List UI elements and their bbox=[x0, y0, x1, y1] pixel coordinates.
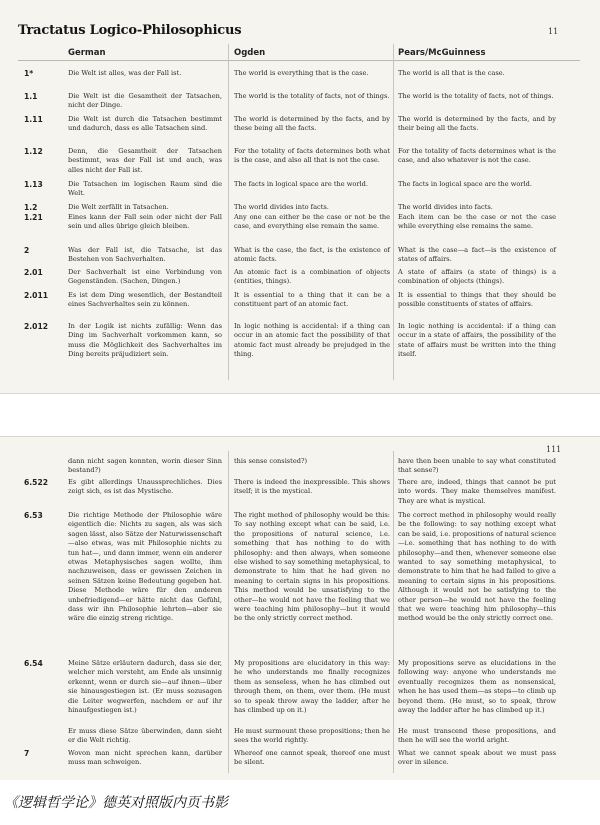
proposition-number: 1.12 bbox=[24, 147, 43, 156]
pears-mcguinness-text: The world is all that is the case. bbox=[398, 69, 505, 77]
german-text: Wovon man nicht sprechen kann, darüber muss man schweigen. bbox=[68, 749, 222, 767]
column-divider bbox=[228, 44, 229, 380]
pears-mcguinness-text: The world is determined by the facts, and by their being all the facts. bbox=[398, 115, 556, 133]
pears-mcguinness-text: He must transcend these propositions, and then he will see the world aright. bbox=[398, 727, 556, 745]
proposition-number: 2.011 bbox=[24, 291, 49, 300]
pears-mcguinness-text: In logic nothing is accidental: if a thing can occur in a state of affairs, the possibility of the state of affairs must be written into the thing itself. bbox=[398, 322, 556, 359]
pears-mcguinness-text: For the totality of facts determines what is the case, and also whatever is not the case. bbox=[398, 147, 556, 165]
german-text: Die Welt zerfällt in Tatsachen. bbox=[68, 203, 169, 211]
german-text: dann nicht sagen konnten, worin dieser Sinn bestand?) bbox=[68, 457, 222, 475]
proposition-number: 1.2 bbox=[24, 203, 38, 212]
proposition-number: 1* bbox=[24, 69, 34, 78]
column-header-pears-mcguinness: Pears/McGuinness bbox=[398, 48, 486, 58]
ogden-text: The world divides into facts. bbox=[234, 203, 329, 211]
column-divider bbox=[393, 451, 394, 773]
german-text: Es gibt allerdings Unaussprechliches. Dies zeigt sich, es ist das Mystische. bbox=[68, 478, 222, 496]
proposition-number: 2 bbox=[24, 246, 30, 255]
pears-mcguinness-text: The world is the totality of facts, not of things. bbox=[398, 92, 554, 100]
german-text: Denn, die Gesamtheit der Tatsachen bestimmt, was der Fall ist und auch, was alles nicht der Fall ist. bbox=[68, 147, 222, 174]
proposition-number: 1.1 bbox=[24, 92, 38, 101]
image-caption: 《逻辑哲学论》德英对照版内页书影 bbox=[4, 795, 228, 811]
pears-mcguinness-text: Each item can be the case or not the case while everything else remains the same. bbox=[398, 213, 556, 231]
proposition-number: 1.21 bbox=[24, 213, 43, 222]
ogden-text: Whereof one cannot speak, thereof one must be silent. bbox=[234, 749, 390, 767]
ogden-text: An atomic fact is a combination of objects (entities, things). bbox=[234, 268, 390, 286]
proposition-number: 6.53 bbox=[24, 511, 43, 520]
column-header-ogden: Ogden bbox=[234, 48, 266, 58]
ogden-text: In logic nothing is accidental: if a thing can occur in an atomic fact the possibility of that atomic fact must already be prejudged in the thing. bbox=[234, 322, 390, 359]
proposition-number: 1.13 bbox=[24, 180, 43, 189]
page-number: 111 bbox=[546, 445, 562, 454]
ogden-text: He must surmount these propositions; then he sees the world rightly. bbox=[234, 727, 390, 745]
ogden-text: The facts in logical space are the world. bbox=[234, 180, 368, 188]
pears-mcguinness-text: A state of affairs (a state of things) is a combination of objects (things). bbox=[398, 268, 556, 286]
proposition-number: 6.522 bbox=[24, 478, 49, 487]
proposition-number: 2.01 bbox=[24, 268, 43, 277]
book-title: Tractatus Logico-Philosophicus bbox=[18, 23, 242, 38]
german-text: Die Welt ist die Gesamtheit der Tatsachen, nicht der Dinge. bbox=[68, 92, 222, 110]
pears-mcguinness-text: The correct method in philosophy would really be the following: to say nothing except what can be said, i.e. propositions of natural science—i.e. something that has nothing to do with philosophy—and then, whenever someone else wanted to say something metaphysical, to demonstrate to him that he had failed to give a meaning to certain signs in his propositions. Although it would not be satisfying to the other person—he would not have the feeling that we were teaching him philosophy—this method would be the only strictly correct one. bbox=[398, 511, 556, 623]
ogden-text: The world is the totality of facts, not of things. bbox=[234, 92, 390, 100]
german-text: Meine Sätze erläutern dadurch, dass sie der, welcher mich versteht, am Ende als unsinnig erkennt, wenn er durch sie—auf ihnen—über sie hinausgestiegen ist. (Er muss sozusagen die Leiter wegwerfen, nachdem er auf ihr hinaufgestiegen ist.) bbox=[68, 659, 222, 715]
pears-mcguinness-text: The world divides into facts. bbox=[398, 203, 493, 211]
ogden-text: The world is determined by the facts, and by these being all the facts. bbox=[234, 115, 390, 133]
proposition-number: 7 bbox=[24, 749, 30, 758]
ogden-text: The world is everything that is the case. bbox=[234, 69, 369, 77]
german-text: Was der Fall ist, die Tatsache, ist das Bestehen von Sachverhalten. bbox=[68, 246, 222, 264]
book-page-top bbox=[0, 0, 600, 394]
ogden-text: My propositions are elucidatory in this way: he who understands me finally recognizes them as senseless, when he has climbed out through them, on them, over them. (He must so to speak throw away the ladder, after he has climbed up on it.) bbox=[234, 659, 390, 715]
header-rule bbox=[18, 60, 580, 61]
column-divider bbox=[228, 451, 229, 773]
column-header-german: German bbox=[68, 48, 106, 58]
ogden-text: For the totality of facts determines both what is the case, and also all that is not the case. bbox=[234, 147, 390, 165]
proposition-number: 6.54 bbox=[24, 659, 43, 668]
proposition-number: 1.11 bbox=[24, 115, 43, 124]
german-text: Die Tatsachen im logischen Raum sind die Welt. bbox=[68, 180, 222, 198]
german-text: Er muss diese Sätze überwinden, dann sieht er die Welt richtig. bbox=[68, 727, 222, 745]
german-text: Die Welt ist durch die Tatsachen bestimmt und dadurch, dass es alle Tatsachen sind. bbox=[68, 115, 222, 133]
ogden-text: The right method of philosophy would be this: To say nothing except what can be said, i.e. the propositions of natural science, i.e. something that has nothing to do with philosophy: and then always, when someone else wished to say something metaphysical, to demonstrate to him that he had given no meaning to certain signs in his propositions. This method would be unsatisfying to the other—he would not have the feeling that we were teaching him philosophy—but it would be the only strictly correct method. bbox=[234, 511, 390, 623]
german-text: Eines kann der Fall sein oder nicht der Fall sein und alles übrige gleich bleiben. bbox=[68, 213, 222, 231]
ogden-text: It is essential to a thing that it can be a constituent part of an atomic fact. bbox=[234, 291, 390, 309]
column-divider bbox=[393, 44, 394, 380]
pears-mcguinness-text: It is essential to things that they should be possible constituents of states of affairs. bbox=[398, 291, 556, 309]
german-text: In der Logik ist nichts zufällig: Wenn das Ding im Sachverhalt vorkommen kann, so muss die Möglichkeit des Sachverhaltes im Ding bereits präjudiziert sein. bbox=[68, 322, 222, 359]
page-gap bbox=[0, 394, 600, 435]
german-text: Der Sachverhalt ist eine Verbindung von Gegenständen. (Sachen, Dingen.) bbox=[68, 268, 222, 286]
pears-mcguinness-text: have then been unable to say what constituted that sense?) bbox=[398, 457, 556, 475]
pears-mcguinness-text: My propositions serve as elucidations in the following way: anyone who understands me eventually recognizes them as nonsensical, when he has used them—as steps—to climb up beyond them. (He must, so to speak, throw away the ladder after he has climbed up it.) bbox=[398, 659, 556, 715]
pears-mcguinness-text: What we cannot speak about we must pass over in silence. bbox=[398, 749, 556, 767]
pears-mcguinness-text: The facts in logical space are the world. bbox=[398, 180, 532, 188]
ogden-text: Any one can either be the case or not be the case, and everything else remain the same. bbox=[234, 213, 390, 231]
ogden-text: this sense consisted?) bbox=[234, 457, 308, 465]
german-text: Die Welt ist alles, was der Fall ist. bbox=[68, 69, 182, 77]
page-number: 11 bbox=[548, 27, 559, 36]
proposition-number: 2.012 bbox=[24, 322, 49, 331]
pears-mcguinness-text: What is the case—a fact—is the existence of states of affairs. bbox=[398, 246, 556, 264]
pears-mcguinness-text: There are, indeed, things that cannot be put into words. They make themselves manifest. They are what is mystical. bbox=[398, 478, 556, 505]
german-text: Es ist dem Ding wesentlich, der Bestandteil eines Sachverhaltes sein zu können. bbox=[68, 291, 222, 309]
ogden-text: There is indeed the inexpressible. This shows itself; it is the mystical. bbox=[234, 478, 390, 496]
german-text: Die richtige Methode der Philosophie wäre eigentlich die: Nichts zu sagen, als was sich sagen lässt, also Sätze der Naturwissenschaft—also etwas, was mit Philosophie nichts zu tun hat—, und dann immer, wenn ein anderer etwas Metaphysisches sagen wollte, ihm nachzuweisen, dass er gewissen Zeichen in seinen Sätzen keine Bedeutung gegeben hat. Diese Methode wäre für den anderen unbefriedigend—er hätte nicht das Gefühl, dass wir ihn Philosophie lehrten—aber sie wäre die einzig streng richtige. bbox=[68, 511, 222, 623]
ogden-text: What is the case, the fact, is the existence of atomic facts. bbox=[234, 246, 390, 264]
book-page-bottom bbox=[0, 436, 600, 780]
